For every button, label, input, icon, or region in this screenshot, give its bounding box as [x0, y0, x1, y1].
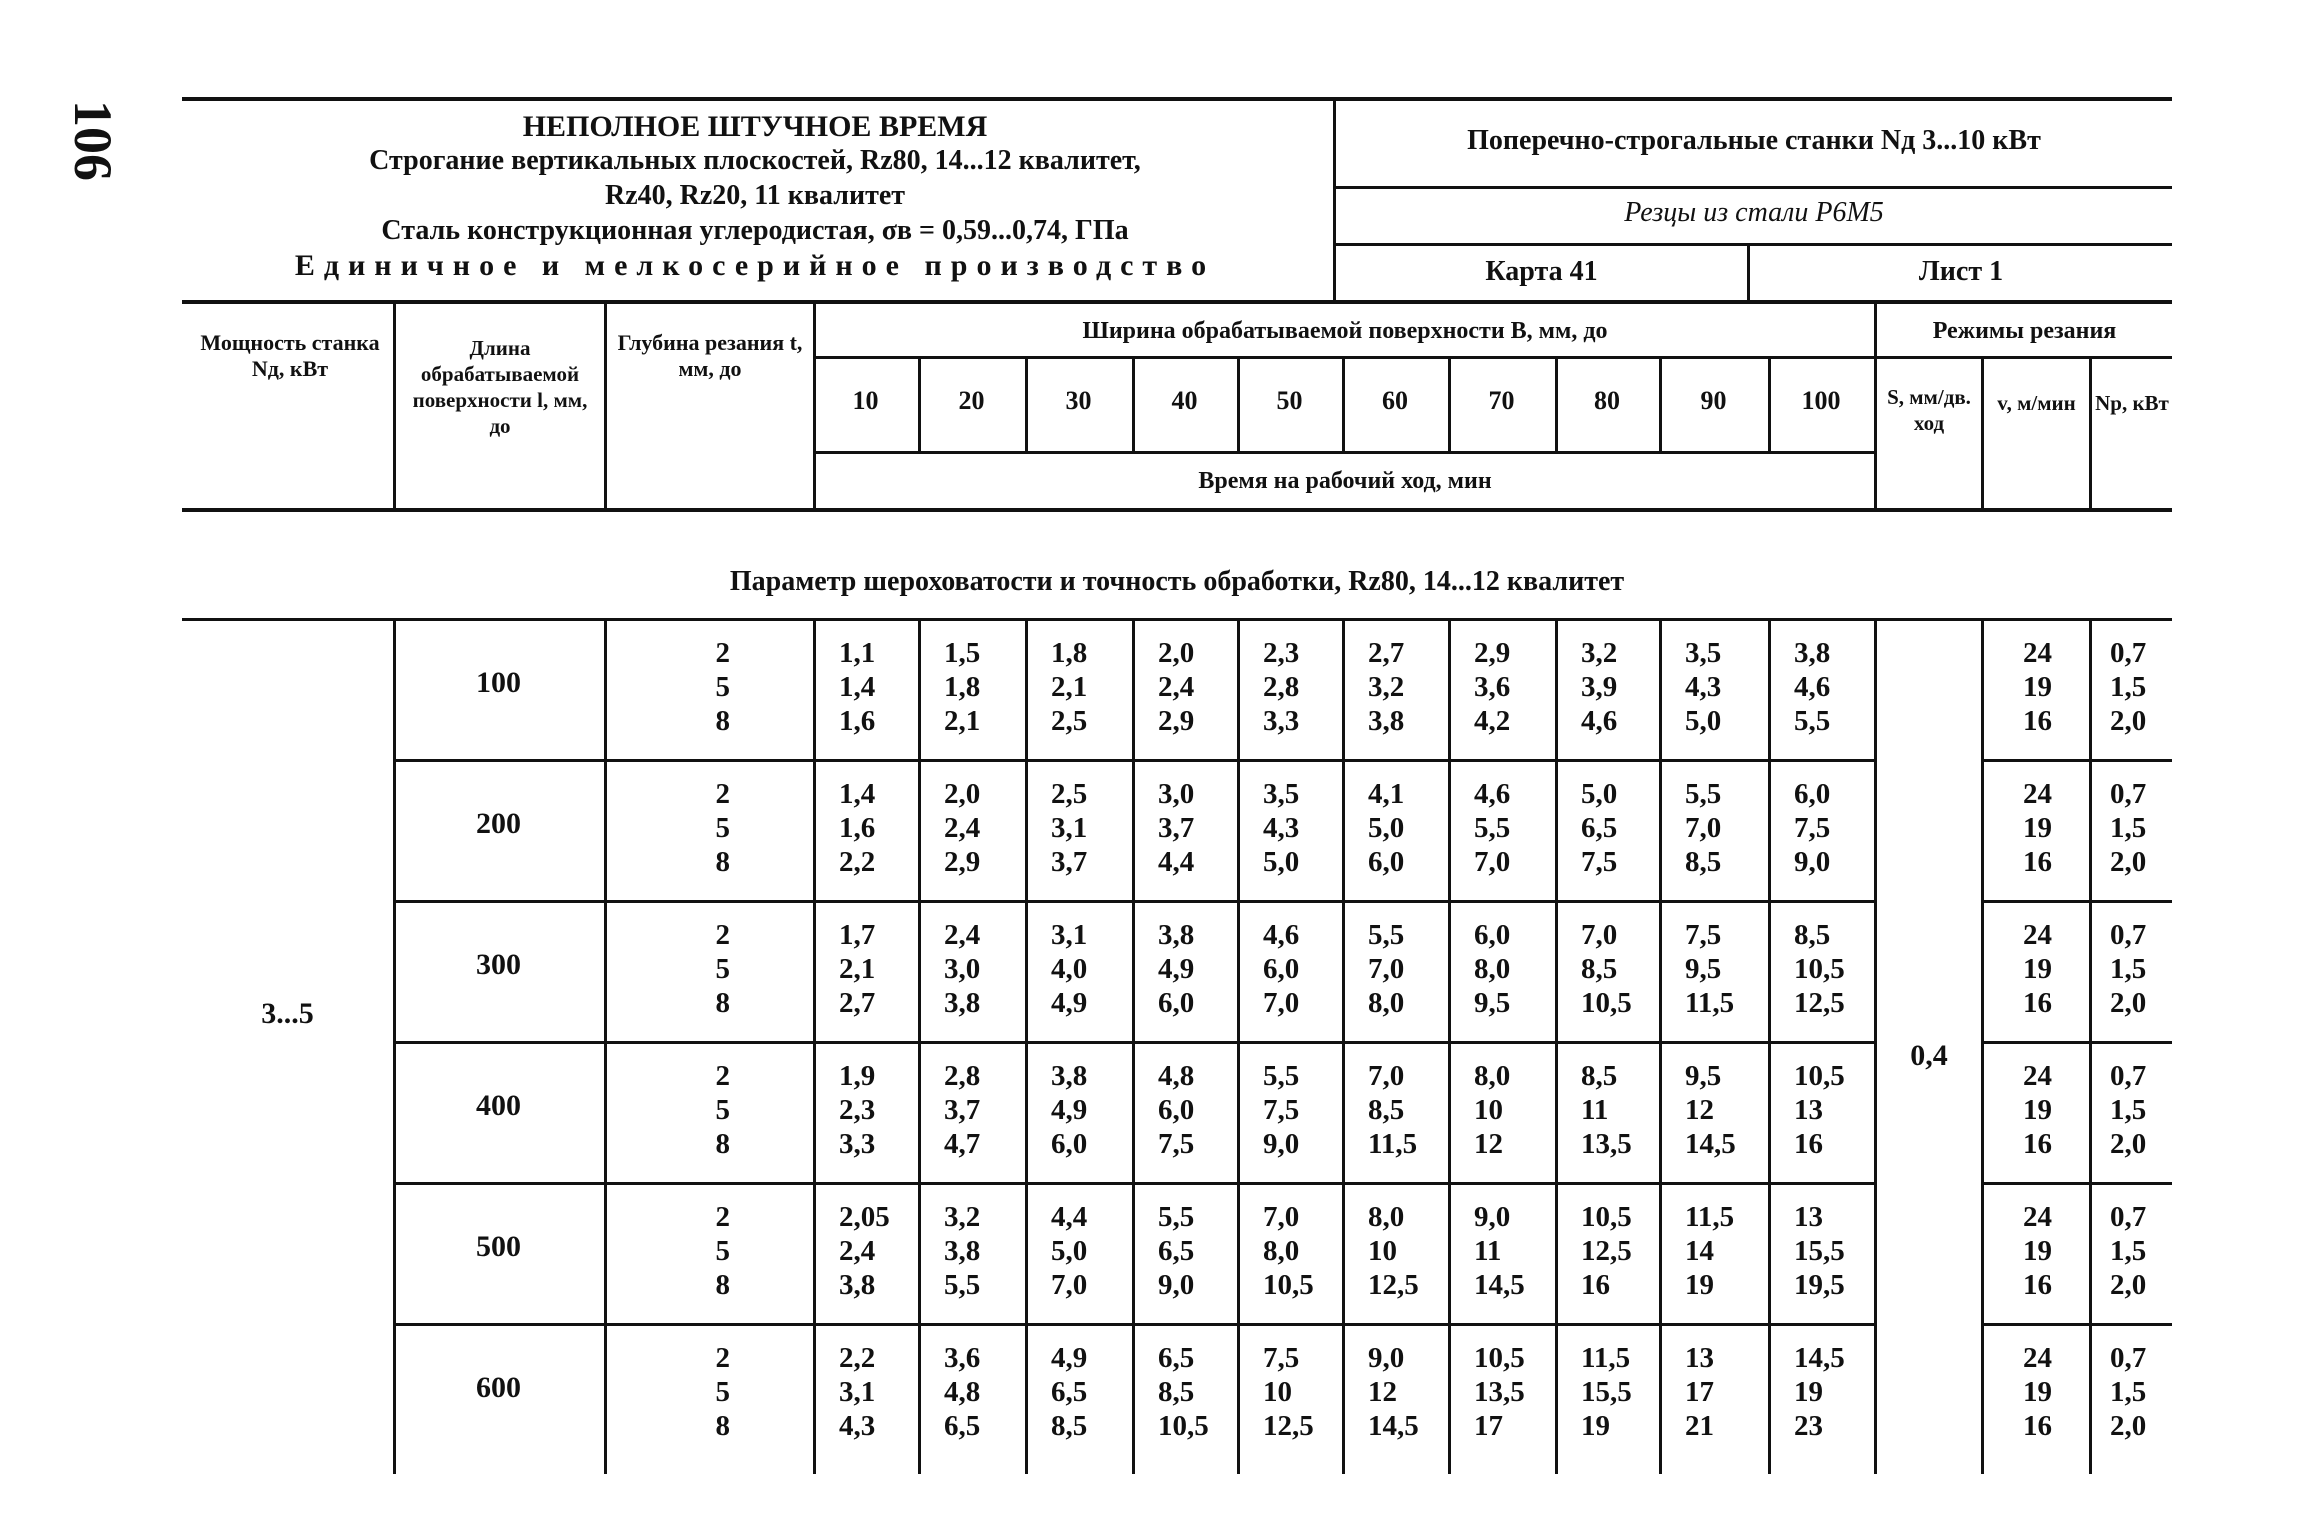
- time-cell: 3,6 4,8 6,5: [944, 1342, 981, 1442]
- time-cell: 3,2 3,9 4,6: [1581, 637, 1618, 737]
- card-number: Карта 41: [1485, 256, 1598, 287]
- time-cell: 13 15,5 19,5: [1794, 1201, 1845, 1301]
- width-header: 70: [1488, 386, 1515, 415]
- time-cell: 9,0 12 14,5: [1368, 1342, 1419, 1442]
- time-cell: 1,5 1,8 2,1: [944, 637, 981, 737]
- row-speed: 24 19 16: [2023, 637, 2052, 737]
- time-cell: 2,2 3,1 4,3: [839, 1342, 876, 1442]
- section-title: Параметр шероховатости и точность обработки, Rz80, 14...12 квалитет: [729, 566, 1625, 597]
- row-divider: [1981, 900, 2172, 903]
- row-divider: [1981, 1041, 2172, 1044]
- body-vline: [1025, 618, 1028, 1474]
- time-cell: 10,5 13 16: [1794, 1060, 1845, 1160]
- time-cell: 10,5 13,5 17: [1474, 1342, 1525, 1442]
- right-rule-2: [1333, 243, 2172, 246]
- row-power: 0,7 1,5 2,0: [2110, 1342, 2147, 1442]
- row-divider: [393, 1182, 1874, 1185]
- body-vline: [1132, 618, 1135, 1474]
- page-number: 106: [63, 100, 123, 181]
- machine-type: Поперечно-строгальные станки Nд 3...10 кВт: [1467, 125, 2041, 156]
- time-cell: 9,5 12 14,5: [1685, 1060, 1736, 1160]
- colhead-bottom-rule: [182, 508, 2172, 512]
- row-speed: 24 19 16: [2023, 1342, 2052, 1442]
- time-cell: 8,0 10 12,5: [1368, 1201, 1419, 1301]
- time-cell: 3,2 3,8 5,5: [944, 1201, 981, 1301]
- colhead-hline: [813, 356, 2172, 359]
- col-v-header: v, м/мин: [1997, 391, 2076, 415]
- time-cell: 8,5 11 13,5: [1581, 1060, 1632, 1160]
- row-depth: 2 5 8: [715, 1342, 730, 1442]
- body-vline: [1981, 618, 1984, 1474]
- time-cell: 3,8 4,9 6,0: [1051, 1060, 1088, 1160]
- row-speed: 24 19 16: [2023, 778, 2052, 878]
- width-header: 80: [1594, 386, 1620, 415]
- row-speed: 24 19 16: [2023, 1201, 2052, 1301]
- width-header: 20: [958, 386, 985, 415]
- time-cell: 5,5 7,5 9,0: [1263, 1060, 1300, 1160]
- time-cell: 1,1 1,4 1,6: [839, 637, 876, 737]
- body-vline: [1448, 618, 1451, 1474]
- width-header: 30: [1065, 386, 1092, 415]
- time-cell: 2,9 3,6 4,2: [1474, 637, 1511, 737]
- time-cell: 1,8 2,1 2,5: [1051, 637, 1088, 737]
- colhead-vline: [393, 304, 396, 510]
- time-cell: 7,0 8,5 11,5: [1368, 1060, 1418, 1160]
- colhead-hline: [813, 451, 1874, 454]
- time-cell: 7,0 8,5 10,5: [1581, 919, 1632, 1019]
- body-vline: [1342, 618, 1345, 1474]
- time-cell: 13 17 21: [1685, 1342, 1714, 1442]
- top-rule: [182, 97, 2172, 101]
- time-cell: 5,5 6,5 9,0: [1158, 1201, 1195, 1301]
- row-divider: [393, 900, 1874, 903]
- col-np-header: Nр, кВт: [2095, 391, 2169, 415]
- time-cell: 1,9 2,3 3,3: [839, 1060, 876, 1160]
- doc-subtitle-2: Rz40, Rz20, 11 квалитет: [604, 180, 906, 211]
- cutter-material: Резцы из стали Р6М5: [1624, 197, 1884, 228]
- time-cell: 2,4 3,0 3,8: [944, 919, 981, 1019]
- row-depth: 2 5 8: [715, 1201, 730, 1301]
- time-cell: 7,5 10 12,5: [1263, 1342, 1314, 1442]
- time-cell: 4,1 5,0 6,0: [1368, 778, 1405, 878]
- time-cell: 5,5 7,0 8,0: [1368, 919, 1405, 1019]
- time-cell: 8,0 10 12: [1474, 1060, 1511, 1160]
- time-cell: 2,0 2,4 2,9: [944, 778, 981, 878]
- doc-title: НЕПОЛНОЕ ШТУЧНОЕ ВРЕМЯ: [522, 110, 988, 143]
- col-power-header: Мощность станка Nд, кВт: [200, 330, 380, 381]
- row-depth: 2 5 8: [715, 919, 730, 1019]
- width-header: 100: [1801, 386, 1841, 415]
- row-speed: 24 19 16: [2023, 1060, 2052, 1160]
- row-length: 500: [476, 1230, 521, 1263]
- feed-value: 0,4: [1910, 1038, 1948, 1072]
- doc-subtitle-3: Сталь конструкционная углеродистая, σв = 0,59...0,74, ГПа: [381, 215, 1129, 246]
- row-depth: 2 5 8: [715, 1060, 730, 1160]
- body-vline: [604, 618, 607, 1474]
- width-group-header: Ширина обрабатываемой поверхности В, мм, до: [1082, 318, 1608, 344]
- body-vline: [1768, 618, 1771, 1474]
- row-divider: [1981, 1323, 2172, 1326]
- body-vline: [918, 618, 921, 1474]
- power-value: 3...5: [261, 996, 314, 1030]
- time-cell: 3,1 4,0 4,9: [1051, 919, 1088, 1019]
- time-cell: 5,0 6,5 7,5: [1581, 778, 1618, 878]
- time-cell: 9,0 11 14,5: [1474, 1201, 1525, 1301]
- modes-group-header: Режимы резания: [1932, 318, 2117, 344]
- time-cell: 14,5 19 23: [1794, 1342, 1845, 1442]
- time-cell: 2,3 2,8 3,3: [1263, 637, 1300, 737]
- time-cell: 2,5 3,1 3,7: [1051, 778, 1088, 878]
- body-vline: [2089, 618, 2092, 1474]
- row-power: 0,7 1,5 2,0: [2110, 1060, 2147, 1160]
- time-cell: 5,5 7,0 8,5: [1685, 778, 1722, 878]
- doc-subtitle-1: Строгание вертикальных плоскостей, Rz80, 14...12 квалитет,: [369, 145, 1141, 176]
- time-cell: 4,4 5,0 7,0: [1051, 1201, 1088, 1301]
- width-header: 50: [1276, 386, 1303, 415]
- time-cell: 1,7 2,1 2,7: [839, 919, 876, 1019]
- row-length: 100: [476, 666, 521, 699]
- width-header: 10: [852, 386, 879, 415]
- production-type: Единичное и мелкосерийное производство: [294, 249, 1216, 282]
- row-power: 0,7 1,5 2,0: [2110, 637, 2147, 737]
- time-cell: 6,0 8,0 9,5: [1474, 919, 1511, 1019]
- col-depth-header: Глубина резания t, мм, до: [617, 330, 803, 381]
- width-header: 90: [1700, 386, 1727, 415]
- row-power: 0,7 1,5 2,0: [2110, 778, 2147, 878]
- time-cell: 4,6 5,5 7,0: [1474, 778, 1511, 878]
- colhead-vline: [604, 304, 607, 510]
- time-cell: 1,4 1,6 2,2: [839, 778, 876, 878]
- row-length: 400: [476, 1089, 521, 1122]
- col-length-header: Длина обрабатываемой поверхности l, мм, до: [412, 336, 588, 438]
- time-cell: 7,0 8,0 10,5: [1263, 1201, 1314, 1301]
- time-cell: 11,5 15,5 19: [1581, 1342, 1632, 1442]
- sheet-number: Лист 1: [1918, 256, 2004, 287]
- body-vline: [813, 618, 816, 1474]
- row-speed: 24 19 16: [2023, 919, 2052, 1019]
- width-header: 60: [1382, 386, 1408, 415]
- time-cell: 3,5 4,3 5,0: [1263, 778, 1300, 878]
- time-cell: 2,7 3,2 3,8: [1368, 637, 1405, 737]
- row-divider: [1981, 759, 2172, 762]
- time-cell: 2,8 3,7 4,7: [944, 1060, 981, 1160]
- body-vline: [393, 618, 396, 1474]
- row-length: 200: [476, 807, 521, 840]
- time-cell: 8,5 10,5 12,5: [1794, 919, 1845, 1019]
- time-cell: 3,5 4,3 5,0: [1685, 637, 1722, 737]
- time-cell: 4,9 6,5 8,5: [1051, 1342, 1088, 1442]
- time-cell: 6,0 7,5 9,0: [1794, 778, 1831, 878]
- time-label: Время на рабочий ход, мин: [1198, 468, 1492, 494]
- colhead-vline: [1981, 356, 1984, 510]
- time-cell: 2,0 2,4 2,9: [1158, 637, 1195, 737]
- time-cell: 2,05 2,4 3,8: [839, 1201, 890, 1301]
- body-vline: [1237, 618, 1240, 1474]
- row-length: 600: [476, 1371, 521, 1404]
- time-cell: 4,6 6,0 7,0: [1263, 919, 1300, 1019]
- width-header: 40: [1171, 386, 1198, 415]
- row-divider: [1981, 1182, 2172, 1185]
- row-divider: [393, 1041, 1874, 1044]
- time-cell: 10,5 12,5 16: [1581, 1201, 1632, 1301]
- time-cell: 3,8 4,6 5,5: [1794, 637, 1831, 737]
- time-cell: 3,0 3,7 4,4: [1158, 778, 1195, 878]
- col-s-header: S, мм/дв. ход: [1887, 385, 1971, 435]
- time-cell: 6,5 8,5 10,5: [1158, 1342, 1209, 1442]
- time-cell: 3,8 4,9 6,0: [1158, 919, 1195, 1019]
- right-rule-1: [1333, 186, 2172, 189]
- row-length: 300: [476, 948, 521, 981]
- row-power: 0,7 1,5 2,0: [2110, 919, 2147, 1019]
- row-power: 0,7 1,5 2,0: [2110, 1201, 2147, 1301]
- row-depth: 2 5 8: [715, 778, 730, 878]
- row-divider: [393, 1323, 1874, 1326]
- time-cell: 11,5 14 19: [1685, 1201, 1735, 1301]
- row-divider: [393, 759, 1874, 762]
- time-cell: 4,8 6,0 7,5: [1158, 1060, 1195, 1160]
- body-vline: [1555, 618, 1558, 1474]
- body-vline: [1659, 618, 1662, 1474]
- time-cell: 7,5 9,5 11,5: [1685, 919, 1735, 1019]
- colhead-vline: [2089, 356, 2092, 510]
- row-depth: 2 5 8: [715, 637, 730, 737]
